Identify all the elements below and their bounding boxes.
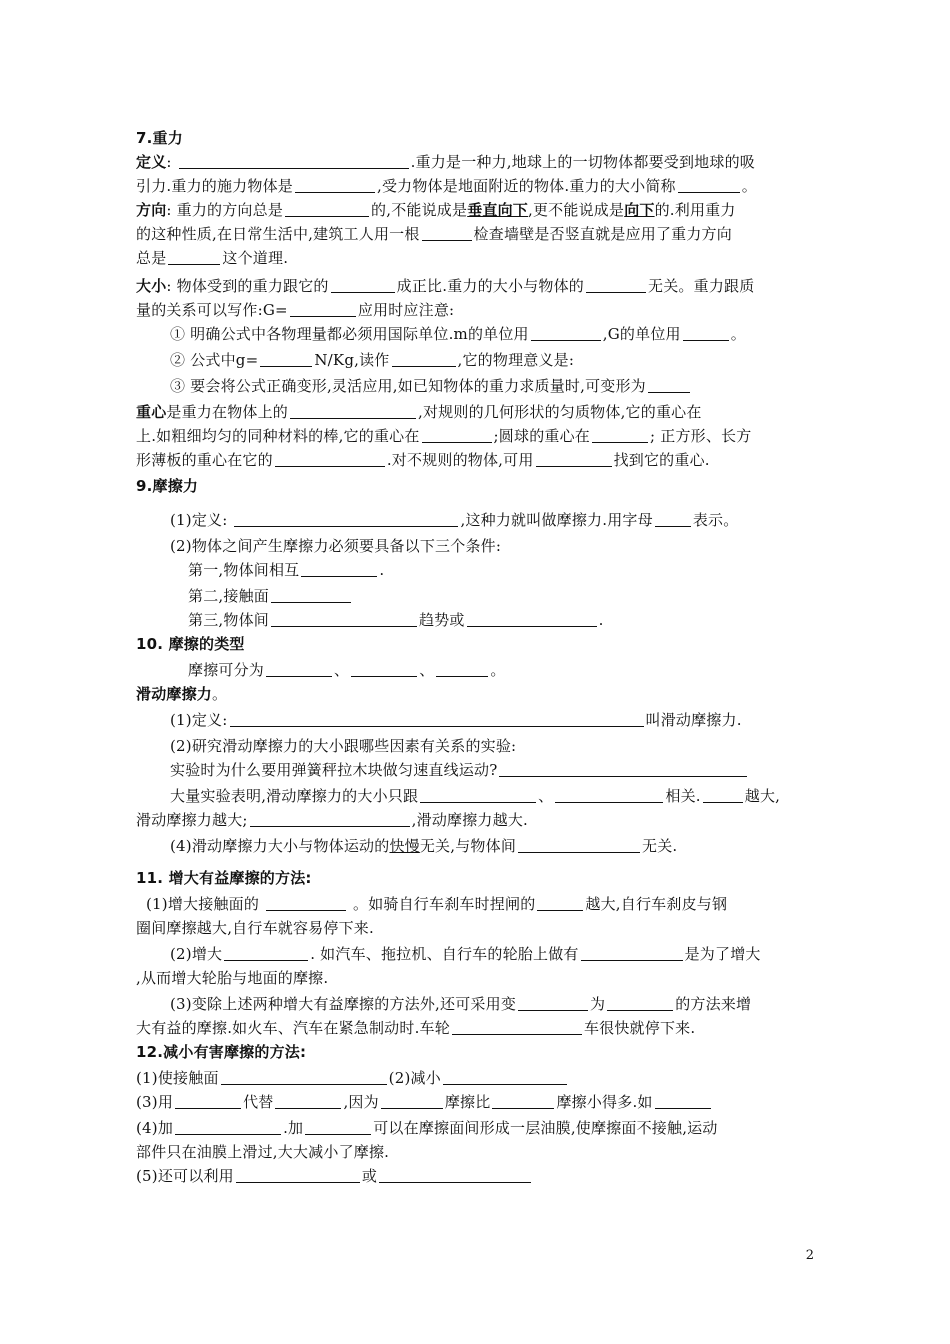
body-text: 检查墙壁是否竖直就是应用了重力方向	[473, 225, 732, 243]
body-text: (4)滑动摩擦力大小与物体运动的	[170, 837, 390, 855]
text-line	[136, 1066, 816, 1090]
body-text: (2)研究滑动摩擦力的大小跟哪些因素有关系的实验:	[170, 737, 517, 755]
text-line	[136, 1016, 816, 1040]
body-text: ① 明确公式中各物理量都必须用国际单位.m的单位用	[170, 325, 529, 343]
fill-in-blank[interactable]	[518, 994, 588, 1011]
text-line	[188, 558, 868, 582]
body-text: 表示。	[692, 511, 739, 529]
text-line	[136, 400, 816, 424]
body-text: 实验时为什么要用弹簧秤拉木块做匀速直线运动?	[170, 761, 498, 779]
body-text: ③ 要会将公式正确变形,灵活应用,如已知物体的重力求质量时,可变形为	[170, 377, 646, 395]
text-line	[170, 322, 850, 346]
body-text: ,G的单位用	[602, 325, 681, 343]
body-text: ;圆球的重心在	[493, 427, 591, 445]
text-line	[136, 1040, 816, 1064]
body-text: 越大,	[744, 787, 781, 805]
body-text: (1)使接触面	[136, 1069, 219, 1087]
heading-text: 重心	[136, 403, 167, 421]
body-text: 。	[490, 661, 506, 679]
body-text: ,它的物理意义是:	[457, 351, 575, 369]
fill-in-blank[interactable]	[518, 836, 640, 853]
body-text: 形薄板的重心在它的	[136, 451, 273, 469]
fill-in-blank[interactable]	[236, 1166, 360, 1183]
body-text: 、	[334, 661, 350, 679]
body-text: (2)减小	[388, 1069, 441, 1087]
fill-in-blank[interactable]	[467, 610, 597, 627]
body-text: 引力.重力的施力物体是	[136, 177, 293, 195]
text-line	[170, 758, 850, 782]
body-text: 越大,自行车刹皮与钢	[585, 895, 728, 913]
text-line	[136, 916, 816, 940]
fill-in-blank[interactable]	[555, 786, 663, 803]
fill-in-blank[interactable]	[586, 276, 646, 293]
text-line	[136, 298, 816, 322]
fill-in-blank[interactable]	[305, 1118, 371, 1135]
text-line	[136, 632, 816, 656]
text-line	[136, 474, 816, 498]
body-text: 的.利用重力	[654, 201, 736, 219]
body-text: 滑动摩擦力越大;	[136, 811, 248, 829]
body-text: N/Kg,读作	[314, 351, 390, 369]
body-text: 找到它的重心.	[613, 451, 710, 469]
fill-in-blank[interactable]	[452, 1018, 582, 1035]
fill-in-blank[interactable]	[250, 810, 410, 827]
text-line	[136, 808, 816, 832]
body-text: ,从而增大轮胎与地面的摩擦.	[136, 969, 329, 987]
body-text: 总是	[136, 249, 167, 267]
text-line	[170, 942, 850, 966]
fill-in-blank[interactable]	[275, 450, 385, 467]
body-text: (2)增大	[170, 945, 223, 963]
text-line	[136, 966, 816, 990]
text-line	[170, 708, 850, 732]
fill-in-blank[interactable]	[331, 276, 395, 293]
fill-in-blank[interactable]	[443, 1068, 567, 1085]
fill-in-blank[interactable]	[301, 560, 377, 577]
body-text: 可以在摩擦面间形成一层油膜,使摩擦面不接触,运动	[373, 1119, 718, 1137]
text-line	[170, 374, 850, 398]
body-text: 第二,接触面	[188, 587, 269, 605]
body-text: 上.如粗细均匀的同种材料的棒,它的重心在	[136, 427, 420, 445]
fill-in-blank[interactable]	[537, 894, 583, 911]
body-text: (1)定义:	[170, 511, 233, 529]
fill-in-blank[interactable]	[266, 894, 346, 911]
body-text: 。如骑自行车刹车时捏闸的	[348, 895, 536, 913]
fill-in-blank[interactable]	[271, 586, 351, 603]
heading-text: 9.摩擦力	[136, 477, 199, 495]
body-text: 无关,与物体间	[419, 837, 517, 855]
text-line	[136, 150, 816, 174]
text-line	[170, 348, 850, 372]
text-line	[170, 992, 850, 1016]
fill-in-blank[interactable]	[531, 324, 601, 341]
body-text: (1)定义:	[170, 711, 228, 729]
fill-in-blank[interactable]	[536, 450, 612, 467]
fill-in-blank[interactable]	[260, 350, 312, 367]
body-text: .加	[283, 1119, 304, 1137]
fill-in-blank[interactable]	[168, 248, 220, 265]
body-text: ,滑动摩擦力越大.	[411, 811, 528, 829]
body-text: (5)还可以利用	[136, 1167, 234, 1185]
text-line	[136, 198, 816, 222]
fill-in-blank[interactable]	[499, 760, 747, 777]
fill-in-blank[interactable]	[678, 176, 740, 193]
text-line	[188, 584, 868, 608]
body-text: : 物体受到的重力跟它的	[166, 277, 329, 295]
text-line	[136, 682, 816, 706]
text-line	[136, 1116, 816, 1140]
body-text: 第一,物体间相互	[188, 561, 300, 579]
body-text: 成正比.重力的大小与物体的	[396, 277, 585, 295]
body-text: (1)增大接触面的	[146, 895, 265, 913]
text-line	[136, 222, 816, 246]
body-text: 趋势或	[418, 611, 465, 629]
text-line	[170, 784, 850, 808]
fill-in-blank[interactable]	[175, 1092, 241, 1109]
body-text: : 重力的方向总是	[166, 201, 284, 219]
fill-in-blank[interactable]	[275, 1092, 341, 1109]
heading-text: 定义	[136, 153, 167, 171]
body-text: 摩擦小得多.如	[556, 1093, 653, 1111]
fill-in-blank[interactable]	[221, 1068, 387, 1085]
body-text: 部件只在油膜上滑过,大大减小了摩擦.	[136, 1143, 390, 1161]
body-text: 相关.	[665, 787, 701, 805]
body-text: 大量实验表明,滑动摩擦力的大小只跟	[170, 787, 419, 805]
body-text: (3)变除上述两种增大有益摩擦的方法外,还可采用变	[170, 995, 517, 1013]
fill-in-blank[interactable]	[392, 350, 456, 367]
body-text: ,因为	[343, 1093, 379, 1111]
fill-in-blank[interactable]	[492, 1092, 554, 1109]
text-line	[188, 608, 868, 632]
heading-text: 12.减小有害摩擦的方法:	[136, 1043, 307, 1061]
body-text: ,这种力就叫做摩擦力.用字母	[460, 511, 653, 529]
body-text: 圈间摩擦越大,自行车就容易停下来.	[136, 919, 374, 937]
body-text: 大有益的摩擦.如火车、汽车在紧急制动时.车轮	[136, 1019, 450, 1037]
body-text: 无关。重力跟质	[648, 277, 755, 295]
fill-in-blank[interactable]	[271, 610, 417, 627]
fill-in-blank[interactable]	[683, 324, 729, 341]
text-line	[170, 508, 850, 532]
text-line	[136, 448, 816, 472]
fill-in-blank[interactable]	[422, 426, 492, 443]
fill-in-blank[interactable]	[290, 300, 356, 317]
body-text: 快慢	[389, 837, 420, 855]
text-line	[136, 126, 816, 150]
text-line	[188, 658, 868, 682]
fill-in-blank[interactable]	[179, 152, 409, 169]
fill-in-blank[interactable]	[420, 786, 536, 803]
body-text: 是为了增大	[684, 945, 761, 963]
body-text: .	[379, 561, 385, 579]
body-text: 、	[419, 661, 435, 679]
body-text: 车很快就停下来.	[583, 1019, 696, 1037]
body-text: 或	[361, 1167, 378, 1185]
fill-in-blank[interactable]	[379, 1166, 531, 1183]
heading-text: 10. 摩擦的类型	[136, 635, 245, 653]
text-line	[146, 892, 826, 916]
text-line	[136, 274, 816, 298]
heading-text: 方向	[136, 201, 167, 219]
text-line	[136, 174, 816, 198]
body-text: (4)加	[136, 1119, 174, 1137]
body-text: 摩擦可分为	[188, 661, 265, 679]
body-text: 的方法来增	[675, 995, 752, 1013]
fill-in-blank[interactable]	[436, 660, 488, 677]
body-text: . 如汽车、拖拉机、自行车的轮胎上做有	[310, 945, 579, 963]
body-text: 。	[741, 177, 757, 195]
body-text: 的这种性质,在日常生活中,建筑工人用一根	[136, 225, 420, 243]
body-text: 无关.	[642, 837, 678, 855]
fill-in-blank[interactable]	[266, 660, 332, 677]
body-text: 叫滑动摩擦力.	[645, 711, 742, 729]
heading-text: 滑动摩擦力	[136, 685, 213, 703]
text-line	[170, 834, 850, 858]
body-text: 摩擦比	[444, 1093, 491, 1111]
body-text: .重力是一种力,地球上的一切物体都要受到地球的吸	[410, 153, 755, 171]
text-line	[136, 1164, 816, 1188]
fill-in-blank[interactable]	[295, 176, 375, 193]
text-line	[136, 424, 816, 448]
body-text: (3)用	[136, 1093, 174, 1111]
body-text: 为	[590, 995, 606, 1013]
body-text: ,对规则的几何形状的匀质物体,它的重心在	[418, 403, 702, 421]
body-text: 这个道理.	[222, 249, 289, 267]
body-text: 是重力在物体上的	[166, 403, 289, 421]
body-text: 。	[212, 685, 228, 703]
body-text: .	[598, 611, 604, 629]
body-text: .对不规则的物体,可用	[386, 451, 534, 469]
text-line	[136, 1140, 816, 1164]
fill-in-blank[interactable]	[224, 944, 308, 961]
body-text: 应用时应注意:	[357, 301, 455, 319]
fill-in-blank[interactable]	[581, 944, 683, 961]
heading-text: 垂直向下	[467, 201, 529, 219]
fill-in-blank[interactable]	[351, 660, 417, 677]
body-text: (2)物体之间产生摩擦力必须要具备以下三个条件:	[170, 537, 502, 555]
fill-in-blank[interactable]	[285, 200, 369, 217]
heading-text: 向下	[624, 201, 655, 219]
text-line	[170, 534, 850, 558]
text-line	[170, 734, 850, 758]
body-text: 代替	[243, 1093, 274, 1111]
body-text: 第三,物体间	[188, 611, 269, 629]
fill-in-blank[interactable]	[234, 510, 458, 527]
fill-in-blank[interactable]	[422, 224, 472, 241]
heading-text: 11. 增大有益摩擦的方法:	[136, 869, 312, 887]
body-text: ,受力物体是地面附近的物体.重力的大小简称	[376, 177, 676, 195]
body-text: ; 正方形、长方	[650, 427, 752, 445]
body-text: ② 公式中g=	[170, 351, 259, 369]
body-text: 、	[538, 787, 554, 805]
page-number: 2	[805, 1248, 814, 1263]
fill-in-blank[interactable]	[290, 402, 416, 419]
heading-text: 7.重力	[136, 129, 183, 147]
body-text: ,更不能说成是	[528, 201, 625, 219]
fill-in-blank[interactable]	[230, 710, 644, 727]
fill-in-blank[interactable]	[607, 994, 673, 1011]
fill-in-blank[interactable]	[703, 786, 743, 803]
fill-in-blank[interactable]	[175, 1118, 281, 1135]
fill-in-blank[interactable]	[655, 1092, 711, 1109]
text-line	[136, 1090, 816, 1114]
heading-text: 大小	[136, 277, 167, 295]
body-text: 。	[730, 325, 746, 343]
fill-in-blank[interactable]	[648, 376, 690, 393]
fill-in-blank[interactable]	[592, 426, 648, 443]
body-text: 量的关系可以写作:G=	[136, 301, 288, 319]
fill-in-blank[interactable]	[381, 1092, 443, 1109]
fill-in-blank[interactable]	[655, 510, 691, 527]
body-text: 的,不能说成是	[371, 201, 468, 219]
body-text: :	[166, 153, 177, 171]
text-line	[136, 866, 816, 890]
text-line	[136, 246, 816, 270]
